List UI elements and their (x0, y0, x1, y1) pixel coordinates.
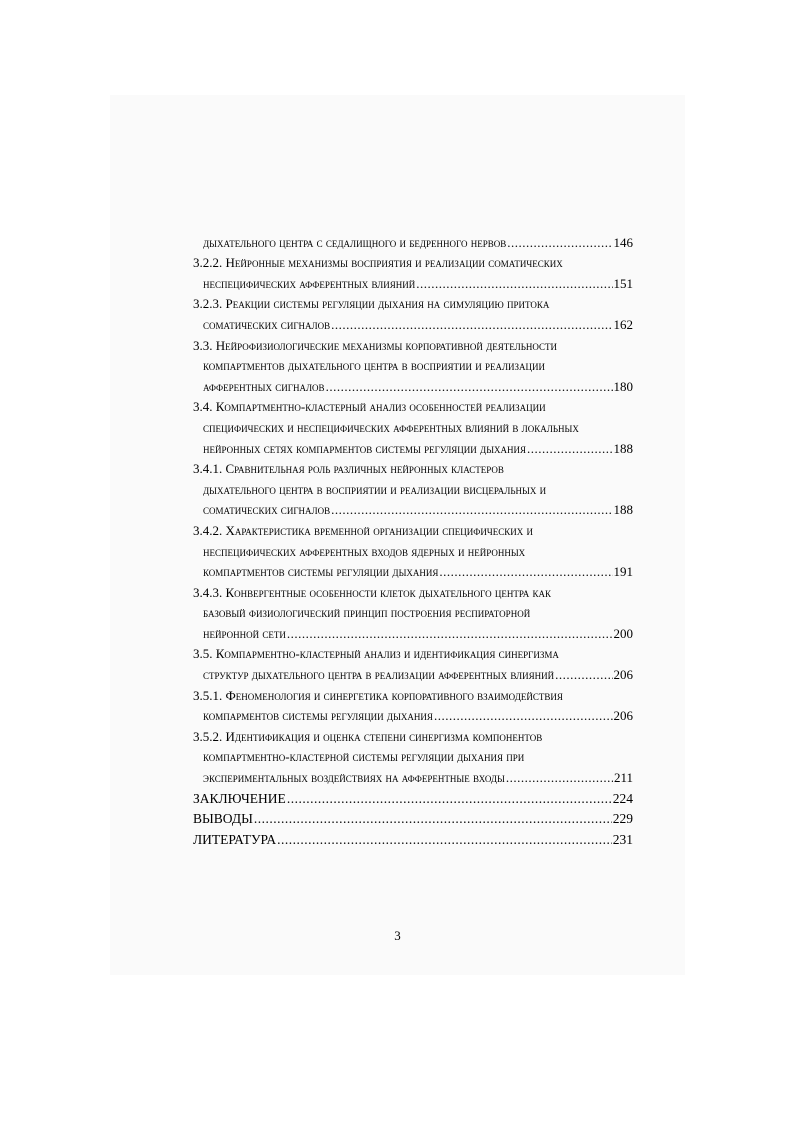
toc-line (193, 395, 633, 416)
toc-page-number: 231 (612, 831, 633, 847)
toc-entry-text: 3.4.2. Характеристика временной организации специфических и (193, 522, 533, 538)
toc-entry-text: неспецифических афферентных влияний (203, 275, 416, 291)
toc-leader-dots (331, 502, 612, 518)
toc-entry-text: 3.4. Компартментно-кластерный анализ особенностей реализации (193, 399, 546, 415)
toc-line (193, 724, 633, 745)
toc-entry-text: нейронной сети (203, 625, 286, 641)
toc-line (193, 230, 633, 251)
toc-line (193, 271, 633, 292)
toc-entry-text: 3.4.3. Конвергентные особенности клеток дыхательного центра как (193, 584, 552, 600)
toc-entry-text: ЛИТЕРАТУРА (193, 831, 277, 847)
toc-page-number: 229 (612, 811, 633, 827)
toc-entry-text: 3.3. Нейрофизиологические механизмы корпоративной деятельности (193, 337, 558, 353)
toc-leader-dots (287, 626, 613, 642)
toc-line (193, 745, 633, 766)
toc-leader-dots (326, 379, 613, 395)
toc-page-number: 162 (613, 316, 633, 332)
toc-line (193, 704, 633, 725)
toc-entry-text: ВЫВОДЫ (193, 811, 253, 827)
toc-entry-text: 3.5.1. Феноменология и синергетика корпоративного взаимодействия (193, 687, 563, 703)
toc-entry-text: афферентных сигналов (203, 378, 325, 394)
toc-entry-text: соматических сигналов (203, 502, 331, 518)
toc-entry-text: нейронных сетях компарментов системы регуляции дыхания (203, 440, 527, 456)
toc-leader-dots (555, 667, 612, 683)
toc-entry-text: ЗАКЛЮЧЕНИЕ (193, 790, 286, 806)
toc-entry-text: дыхательного центра в восприятии и реализации висцеральных и (203, 481, 547, 497)
toc-leader-dots (434, 708, 613, 724)
toc-line (193, 498, 633, 519)
toc-page-number: 206 (613, 708, 633, 724)
toc-line (193, 457, 633, 478)
toc-entry-text: компартментов системы регуляции дыхания (203, 564, 439, 580)
toc-entry-text: специфических и неспецифических афферентных влияний в локальных (203, 419, 579, 435)
toc-leader-dots (331, 317, 612, 333)
toc-leader-dots (439, 564, 612, 580)
toc-entry-text: дыхательного центра с седалищного и бедренного нервов (203, 234, 507, 250)
toc-entry-text: 3.2.2. Нейронные механизмы восприятия и реализации соматических (193, 255, 563, 271)
toc-line (193, 601, 633, 622)
toc-leader-dots (527, 441, 612, 457)
toc-leader-dots (277, 832, 612, 848)
toc-line (193, 765, 633, 786)
toc-main-entry (193, 786, 633, 807)
toc-entry-text: неспецифических афферентных входов ядерных и нейронных (203, 543, 526, 559)
page-number: 3 (394, 928, 401, 943)
toc-page-number: 146 (613, 234, 633, 250)
toc-entry-text: 3.5.2. Идентификация и оценка степени синергизма компонентов (193, 728, 543, 744)
toc-leader-dots (507, 235, 612, 251)
toc-line (193, 374, 633, 395)
toc-leader-dots (254, 811, 612, 827)
toc-line (193, 436, 633, 457)
toc-leader-dots (506, 770, 613, 786)
toc-page-number: 200 (613, 625, 633, 641)
toc-line (193, 477, 633, 498)
toc-page-number: 151 (613, 275, 633, 291)
toc-page-number: 211 (613, 770, 633, 786)
toc-entry-text: 3.2.3. Реакции системы регуляции дыхания на симуляцию притока (193, 296, 550, 312)
toc-line (193, 560, 633, 581)
toc-entry-text: компарментов системы регуляции дыхания (203, 708, 433, 724)
toc-main-entry (193, 807, 633, 828)
toc-page-number: 191 (613, 564, 633, 580)
toc-page-number: 224 (612, 790, 633, 806)
toc-line (193, 312, 633, 333)
toc-line (193, 662, 633, 683)
toc-line (193, 580, 633, 601)
toc-line (193, 292, 633, 313)
toc-entry-text: базовый физиологический принцип построения респираторной (203, 605, 531, 621)
toc-entry-text: 3.5. Компарментно-кластерный анализ и идентификация синергизма (193, 646, 559, 662)
toc-page-number: 188 (613, 502, 633, 518)
table-of-contents (193, 230, 633, 848)
toc-line (193, 251, 633, 272)
toc-leader-dots (287, 791, 612, 807)
toc-line (193, 518, 633, 539)
toc-entry-text: соматических сигналов (203, 316, 331, 332)
toc-page-number: 180 (613, 378, 633, 394)
toc-entry-text: компартментов дыхательного центра в восприятии и реализации (203, 358, 546, 374)
toc-line (193, 539, 633, 560)
toc-page-number: 206 (613, 667, 633, 683)
toc-page-number: 188 (613, 440, 633, 456)
toc-line (193, 642, 633, 663)
toc-entry-text: 3.4.1. Сравнительная роль различных нейронных кластеров (193, 461, 504, 477)
toc-line (193, 354, 633, 375)
toc-line (193, 683, 633, 704)
toc-entry-text: компартментно-кластерной системы регуляции дыхания при (203, 749, 525, 765)
toc-line (193, 621, 633, 642)
toc-main-entry (193, 827, 633, 848)
toc-line (193, 415, 633, 436)
toc-line (193, 333, 633, 354)
toc-entry-text: структур дыхательного центра в реализации афферентных влияний (203, 667, 555, 683)
toc-entry-text: экспериментальных воздействиях на афферентные входы (203, 770, 505, 786)
toc-leader-dots (416, 276, 612, 292)
